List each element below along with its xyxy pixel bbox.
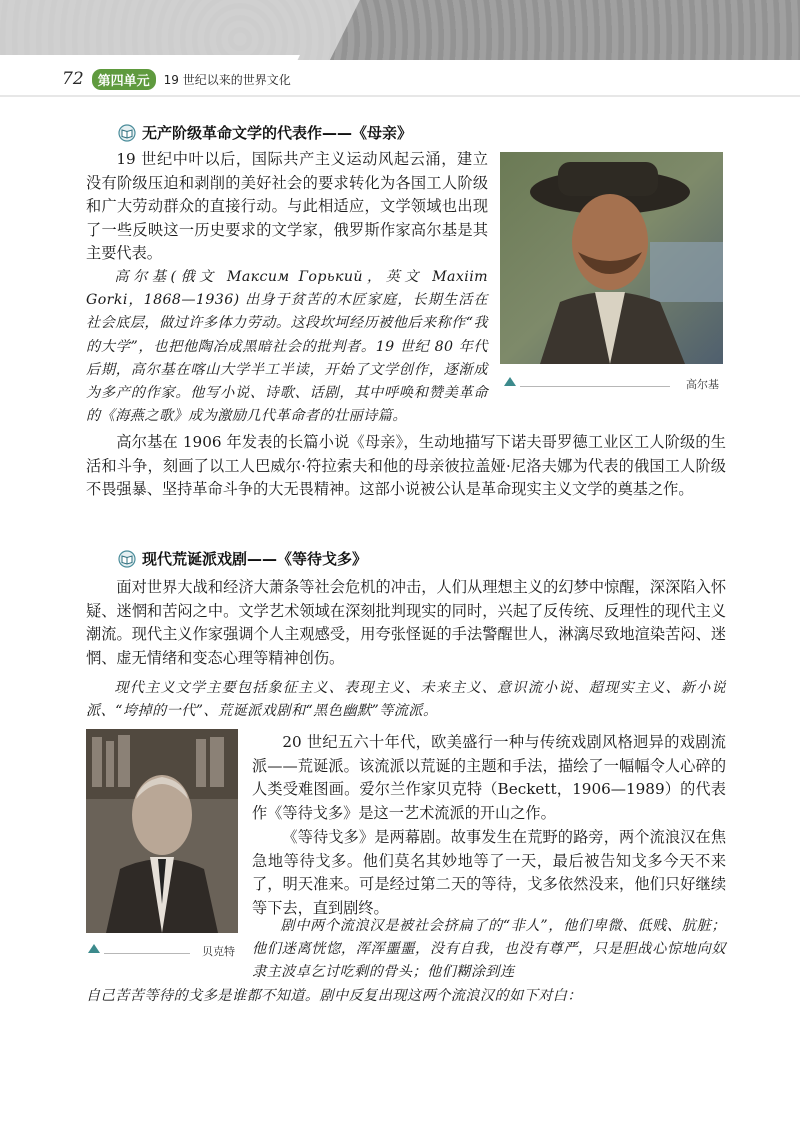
paragraph-mother-novel: 高尔基在 1906 年发表的长篇小说《母亲》，生动地描写下诺夫哥罗德工业区工人阶级的生活和斗争，刻画了以工人巴威尔·符拉索夫和他的母亲彼拉盖娅·尼洛夫娜为代表的俄国工人阶级不畏强暴、坚持革命斗争的大无畏精神。这部小说被公认是革命现实主义文学的奠基之作。 — [86, 433, 726, 498]
book-icon — [118, 550, 136, 568]
section-title: 无产阶级革命文学的代表作——《母亲》 — [142, 124, 413, 142]
paragraph-tramps: 剧中两个流浪汉是被社会挤扁了的“非人”，他们卑微、低贱、肮脏；他们迷离恍惚，浑浑噩噩，没有自我，也没有尊严，只是胆战心惊地向奴隶主波卓乞讨吃剩的骨头；他们糊涂到连 — [252, 918, 726, 981]
unit-title: 19 世纪以来的世界文化 — [163, 72, 291, 87]
beckett-portrait — [86, 729, 238, 933]
section-title: 现代荒诞派戏剧——《等待戈多》 — [142, 550, 368, 568]
section-heading-godot — [118, 548, 367, 569]
page-number: 72 — [62, 69, 84, 89]
book-icon — [118, 124, 136, 142]
gorky-portrait — [500, 152, 723, 364]
paragraph-gorky-bio: 高尔基(俄文 Максим Горький，英文 Maxiim Gorki，1868—1936) 出身于贫苦的木匠家庭，长期生活在社会底层，做过许多体力劳动。这段坎坷经历被他后来称作“我的大学”，也把他陶冶成黑暗社会的批判者。19 世纪 80 年代后期，高尔基在喀山大学半工半读，开始了文学创作，逐渐成为多产的作家。他写小说、诗歌、话剧，其中呼唤和赞美革命的《海燕之歌》成为激励几代革命者的壮丽诗篇。 — [86, 269, 488, 425]
unit-badge: 第四单元 — [92, 69, 156, 90]
paragraph-modernist-schools: 现代主义文学主要包括象征主义、表现主义、未来主义、意识流小说、超现实主义、新小说派、“垮掉的一代”、荒诞派戏剧和“黑色幽默”等流派。 — [86, 680, 726, 720]
paragraph-tramps-continued: 自己苦苦等待的戈多是谁都不知道。剧中反复出现这两个流浪汉的如下对白： — [86, 988, 582, 1004]
photo-caption-gorky: 高尔基 — [686, 378, 719, 391]
paragraph-modernism: 面对世界大战和经济大萧条等社会危机的冲击，人们从理想主义的幻梦中惊醒，深深陷入怀疑、迷惘和苦闷之中。文学艺术领域在深刻批判现实的同时，兴起了反传统、反理性的现代主义潮流。现代主义作家强调个人主观感受，用夸张怪诞的手法警醒世人，淋漓尽致地渲染苦闷、迷惘、虚无情绪和变态心理等精神创伤。 — [86, 578, 726, 667]
caption-marker-icon — [504, 377, 516, 386]
photo-caption-beckett: 贝克特 — [202, 945, 235, 958]
caption-marker-icon — [88, 944, 100, 953]
paragraph-absurd-theatre: 20 世纪五六十年代，欧美盛行一种与传统戏剧风格迥异的戏剧流派——荒诞派。该流派以荒诞的主题和手法，描绘了一幅幅令人心碎的人类受难图画。爱尔兰作家贝克特（Beckett，1906—1989）的代表作《等待戈多》是这一艺术流派的开山之作。 — [252, 733, 726, 822]
paragraph: 19 世纪中叶以后，国际共产主义运动风起云涌，建立没有阶级压迫和剥削的美好社会的要求转化为各国工人阶级和广大劳动群众的直接行动。与此相适应，文学领域也出现了一些反映这一历史要求的文学家，俄罗斯作家高尔基是其主要代表。 — [86, 150, 488, 262]
page-header — [62, 68, 291, 90]
section-heading-mother — [118, 122, 412, 143]
caption-rule — [104, 953, 190, 954]
caption-rule — [520, 386, 670, 387]
paragraph-godot-plot: 《等待戈多》是两幕剧。故事发生在荒野的路旁，两个流浪汉在焦急地等待戈多。他们莫名其妙地等了一天，最后被告知戈多今天不来了，明天准来。可是经过第二天的等待，戈多依然没来，他们只好继续等下去，直到剧终。 — [252, 828, 726, 917]
